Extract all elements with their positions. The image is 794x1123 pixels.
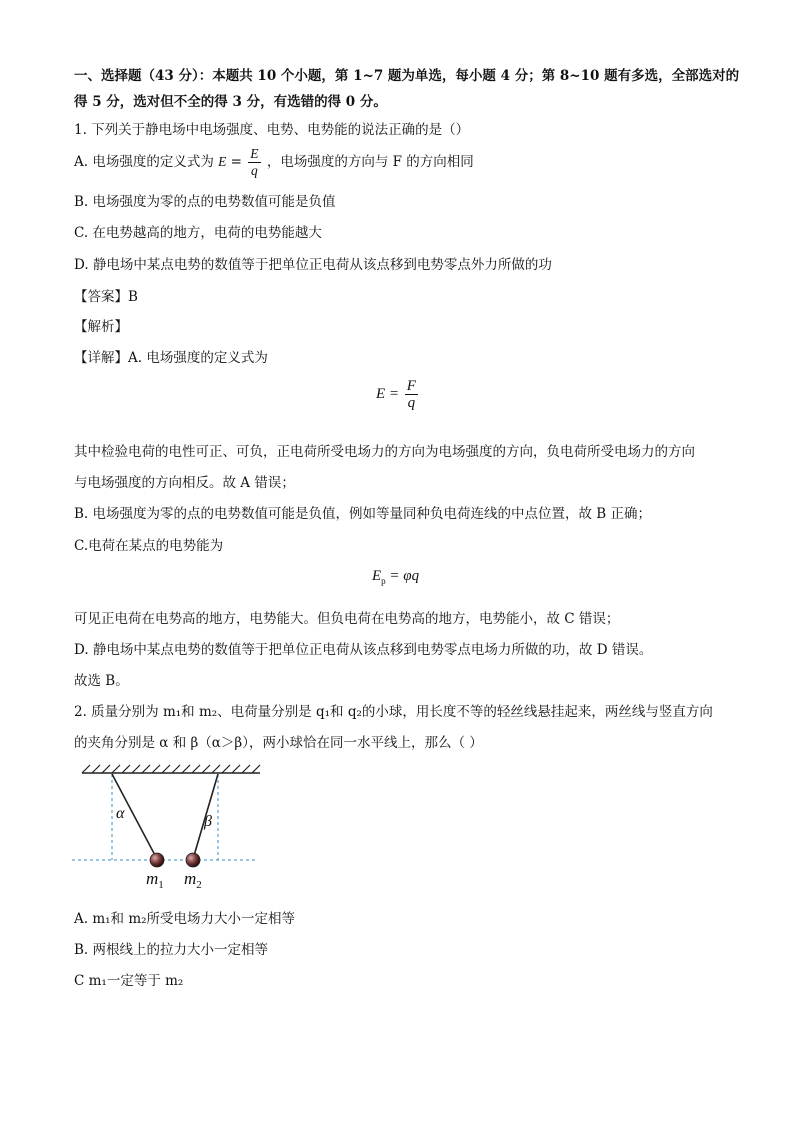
q2-stem-line1: 2. 质量分别为 m₁和 m₂、电荷量分别是 q₁和 q₂的小球，用长度不等的轻丝线悬挂起来，两丝线与竖直方向 [74, 704, 713, 720]
q1-detail-intro: 【详解】A. 电场强度的定义式为 [74, 350, 268, 366]
q1-expl-a1: 其中检验电荷的电性可正、可负，正电荷所受电场力的方向为电场强度的方向，负电荷所受电场力的方向 [74, 444, 695, 460]
q1-expl-a2: 与电场强度的方向相反。故 A 错误； [74, 475, 295, 491]
mass-label-m2: $m_2$ [184, 869, 202, 891]
ball-m2 [186, 853, 200, 867]
q1-option-a-pre: A. 电场强度的定义式为 [74, 154, 214, 170]
q1-option-c: C. 在电势越高的地方，电荷的电势能越大 [74, 225, 322, 241]
q2-option-a: A. m₁和 m₂所受电场力大小一定相等 [74, 911, 296, 927]
pendulum-diagram [70, 762, 270, 892]
q1-option-b: B. 电场强度为零的点的电势数值可能是负值 [74, 194, 336, 210]
mass-label-m1: $m_1$ [146, 869, 164, 891]
q1-answer: 【答案】B [74, 289, 138, 305]
formula-e-over-q: $\frac{E}{q}$ [250, 146, 259, 178]
q1-expl-b: B. 电场强度为零的点的电势数值可能是负值，例如等量同种负电荷连线的中点位置，故 B 正确； [74, 506, 652, 522]
formula-ep-phi-q: $E_p = \varphi q$ [372, 568, 420, 586]
q2-option-b: B. 两根线上的拉力大小一定相等 [74, 942, 269, 958]
q1-expl-c2: 可见正电荷在电势高的地方，电势能大。但负电荷在电势高的地方，电势能小，故 C 错误； [74, 611, 620, 627]
angle-alpha-label: α [116, 805, 125, 822]
q1-option-a-post: ，电场强度的方向与 F 的方向相同 [266, 154, 474, 170]
q1-expl-d: D. 静电场中某点电势的数值等于把单位正电荷从该点移到电势零点电场力所做的功，故 D 错误。 [74, 642, 653, 658]
angle-beta-label: β [204, 813, 212, 830]
section-header-line2: 得 5 分，选对但不全的得 3 分，有选错的得 0 分。 [74, 94, 387, 110]
q2-stem-line2: 的夹角分别是 α 和 β（α＞β），两小球恰在同一水平线上，那么（ ） [74, 735, 483, 751]
ball-m1 [150, 853, 164, 867]
q2-option-c: C m₁一定等于 m₂ [74, 973, 184, 989]
q1-stem: 1. 下列关于静电场中电场强度、电势、电势能的说法正确的是（） [74, 122, 470, 138]
q1-conclusion: 故选 B。 [74, 673, 129, 689]
q1-option-a: A. 电场强度的定义式为 E = $\frac{E}{q}$ ，电场强度的方向与 F 的方向相同 [74, 146, 474, 178]
q1-expl-c1: C.电荷在某点的电势能为 [74, 538, 224, 554]
section-header-line1: 一、选择题（43 分）：本题共 10 个小题，第 1~7 题为单选，每小题 4 分；第 8~10 题有多选，全部选对的 [74, 68, 740, 84]
q1-option-d: D. 静电场中某点电势的数值等于把单位正电荷从该点移到电势零点外力所做的功 [74, 257, 552, 273]
q1-analysis: 【解析】 [74, 319, 128, 335]
formula-e-f-over-q: E = $\frac{F}{q}$ [376, 378, 416, 411]
ceiling-hatch [82, 765, 260, 773]
